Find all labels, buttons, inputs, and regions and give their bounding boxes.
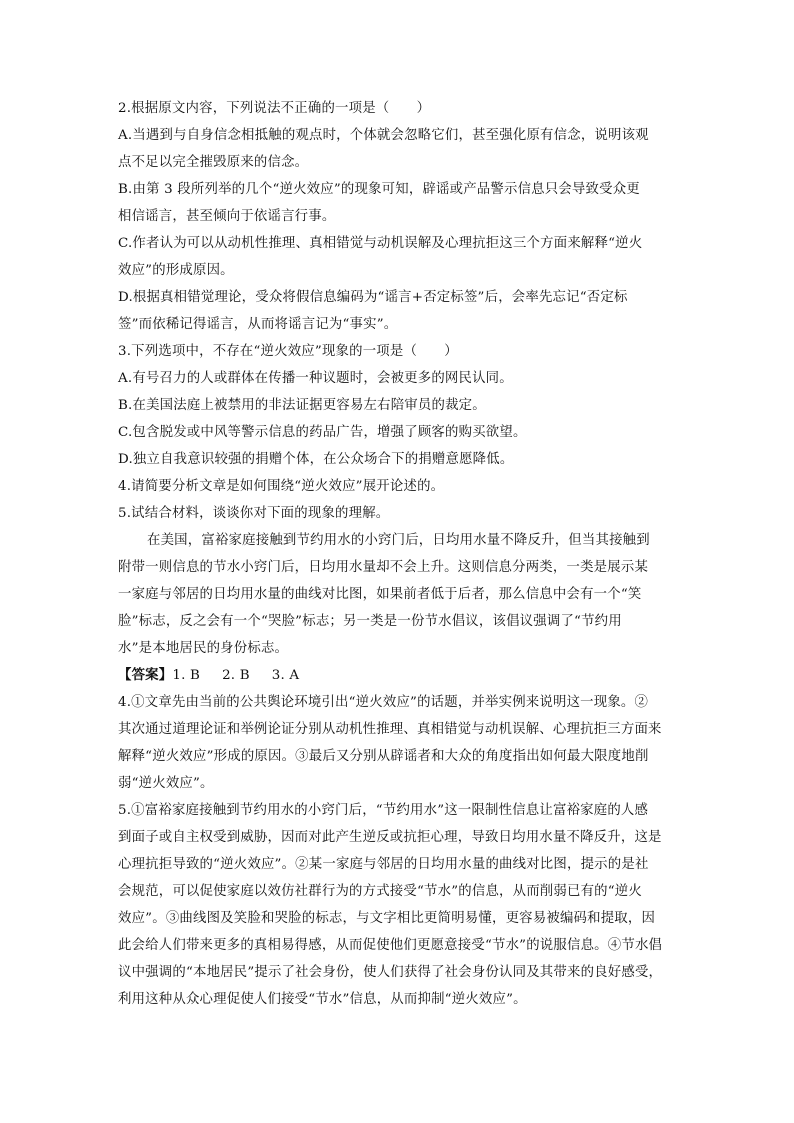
option-line: 相信谣言，甚至倾向于依谣言行事。 (118, 209, 336, 224)
question-4-stem: 4.请简要分析文章是如何围绕“逆火效应”展开论述的。 (118, 479, 445, 494)
document-page (118, 95, 678, 1013)
answer-key (118, 662, 678, 689)
answer-5 (118, 797, 678, 1013)
option-line: A.当遇到与自身信念相抵触的观点时，个体就会忽略它们，甚至强化原有信念，说明该观 (118, 128, 649, 143)
answer-label: 【答案】 (118, 667, 173, 683)
question-3-option-a: A.有号召力的人或群体在传播一种议题时，会被更多的网民认同。 (118, 371, 513, 386)
answer-choice: 3. A (271, 668, 300, 683)
material-line: 一家庭与邻居的日均用水量的曲线对比图，如果前者低于后者，那么信息中会有一个“笑 (118, 587, 642, 602)
answer-line: 5.①富裕家庭接触到节约用水的小窍门后，“节约用水”这一限制性信息让富裕家庭的人感 (118, 803, 649, 818)
question-3-stem: 3.下列选项中，不存在“逆火效应”现象的一项是（ ） (118, 344, 458, 359)
option-line: C.作者认为可以从动机性推理、真相错觉与动机误解及心理抗拒这三个方面来解释“逆火 (118, 236, 643, 251)
answer-line: 会规范，可以促使家庭以效仿社群行为的方式接受“节水”的信息，从而削弱已有的“逆火 (118, 884, 642, 899)
answer-line: 4.①文章先由当前的公共舆论环境引出“逆火效应”的话题，并举实例来说明这一现象。② (118, 695, 649, 710)
answer-line: 到面子或自主权受到威胁，因而对此产生逆反或抗拒心理，导致日均用水量不降反升，这是 (118, 830, 662, 845)
answer-line: 利用这种从众心理促使人们接受“节水”信息，从而抑制“逆火效应”。 (118, 992, 527, 1007)
answer-choice: 1. B (172, 668, 201, 683)
material-line: 水”是本地居民的身份标志。 (118, 641, 289, 656)
answer-line: 议中强调的“本地居民”提示了社会身份，使人们获得了社会身份认同及其带来的良好感受， (118, 965, 663, 980)
question-2-option-a (118, 122, 678, 176)
question-5-stem: 5.试结合材料，谈谈你对下面的现象的理解。 (118, 506, 390, 521)
material-line: 脸”标志，反之会有一个“哭脸”标志；另一类是一份节水倡议，该倡议强调了“节约用 (118, 614, 622, 629)
question-5-material (118, 527, 678, 662)
answer-choice: 2. B (222, 668, 250, 683)
answer-4 (118, 689, 678, 797)
question-3-option-d: D.独立自我意识较强的捐赠个体，在公众场合下的捐赠意愿降低。 (118, 452, 514, 467)
answer-line: 其次通过道理论证和举例论证分别从动机性推理、真相错觉与动机误解、心理抗拒三方面来 (118, 722, 662, 737)
answer-line: 心理抗拒导致的“逆火效应”。②某一家庭与邻居的日均用水量的曲线对比图，提示的是社 (118, 857, 649, 872)
option-line: 签”而依稀记得谣言，从而将谣言记为“事实”。 (118, 317, 398, 332)
question-2-option-b (118, 176, 678, 230)
answer-line: 此会给人们带来更多的真相易得感，从而促使他们更愿意接受“节水”的说服信息。④节水倡 (118, 938, 663, 953)
answer-line: 弱“逆火效应”。 (118, 776, 214, 791)
answer-line: 效应”。③曲线图及笑脸和哭脸的标志，与文字相比更简明易懂，更容易被编码和提取，因 (118, 911, 656, 926)
option-line: B.由第 3 段所列举的几个“逆火效应”的现象可知，辟谣或产品警示信息只会导致受众更 (118, 182, 640, 197)
question-3-option-b: B.在美国法庭上被禁用的非法证据更容易左右陪审员的裁定。 (118, 398, 486, 413)
option-line: 效应”的形成原因。 (118, 263, 234, 278)
question-2-option-d (118, 284, 678, 338)
option-line: D.根据真相错觉理论，受众将假信息编码为“谣言+否定标签”后，会率先忘记“否定标 (118, 290, 628, 305)
question-2-stem: 2.根据原文内容，下列说法不正确的一项是（ ） (118, 101, 431, 116)
question-2-option-c (118, 230, 678, 284)
option-line: 点不足以完全摧毁原来的信念。 (118, 155, 309, 170)
question-3-option-c: C.包含脱发或中风等警示信息的药品广告，增强了顾客的购买欲望。 (118, 425, 527, 440)
material-line: 附带一则信息的节水小窍门后，日均用水量却不会上升。这则信息分两类，一类是展示某 (118, 560, 649, 575)
answer-line: 解释“逆火效应”形成的原因。③最后又分别从辟谣者和大众的角度指出如何最大限度地削 (118, 749, 649, 764)
material-line: 在美国，富裕家庭接触到节约用水的小窍门后，日均用水量不降反升，但当其接触到 (147, 533, 650, 548)
